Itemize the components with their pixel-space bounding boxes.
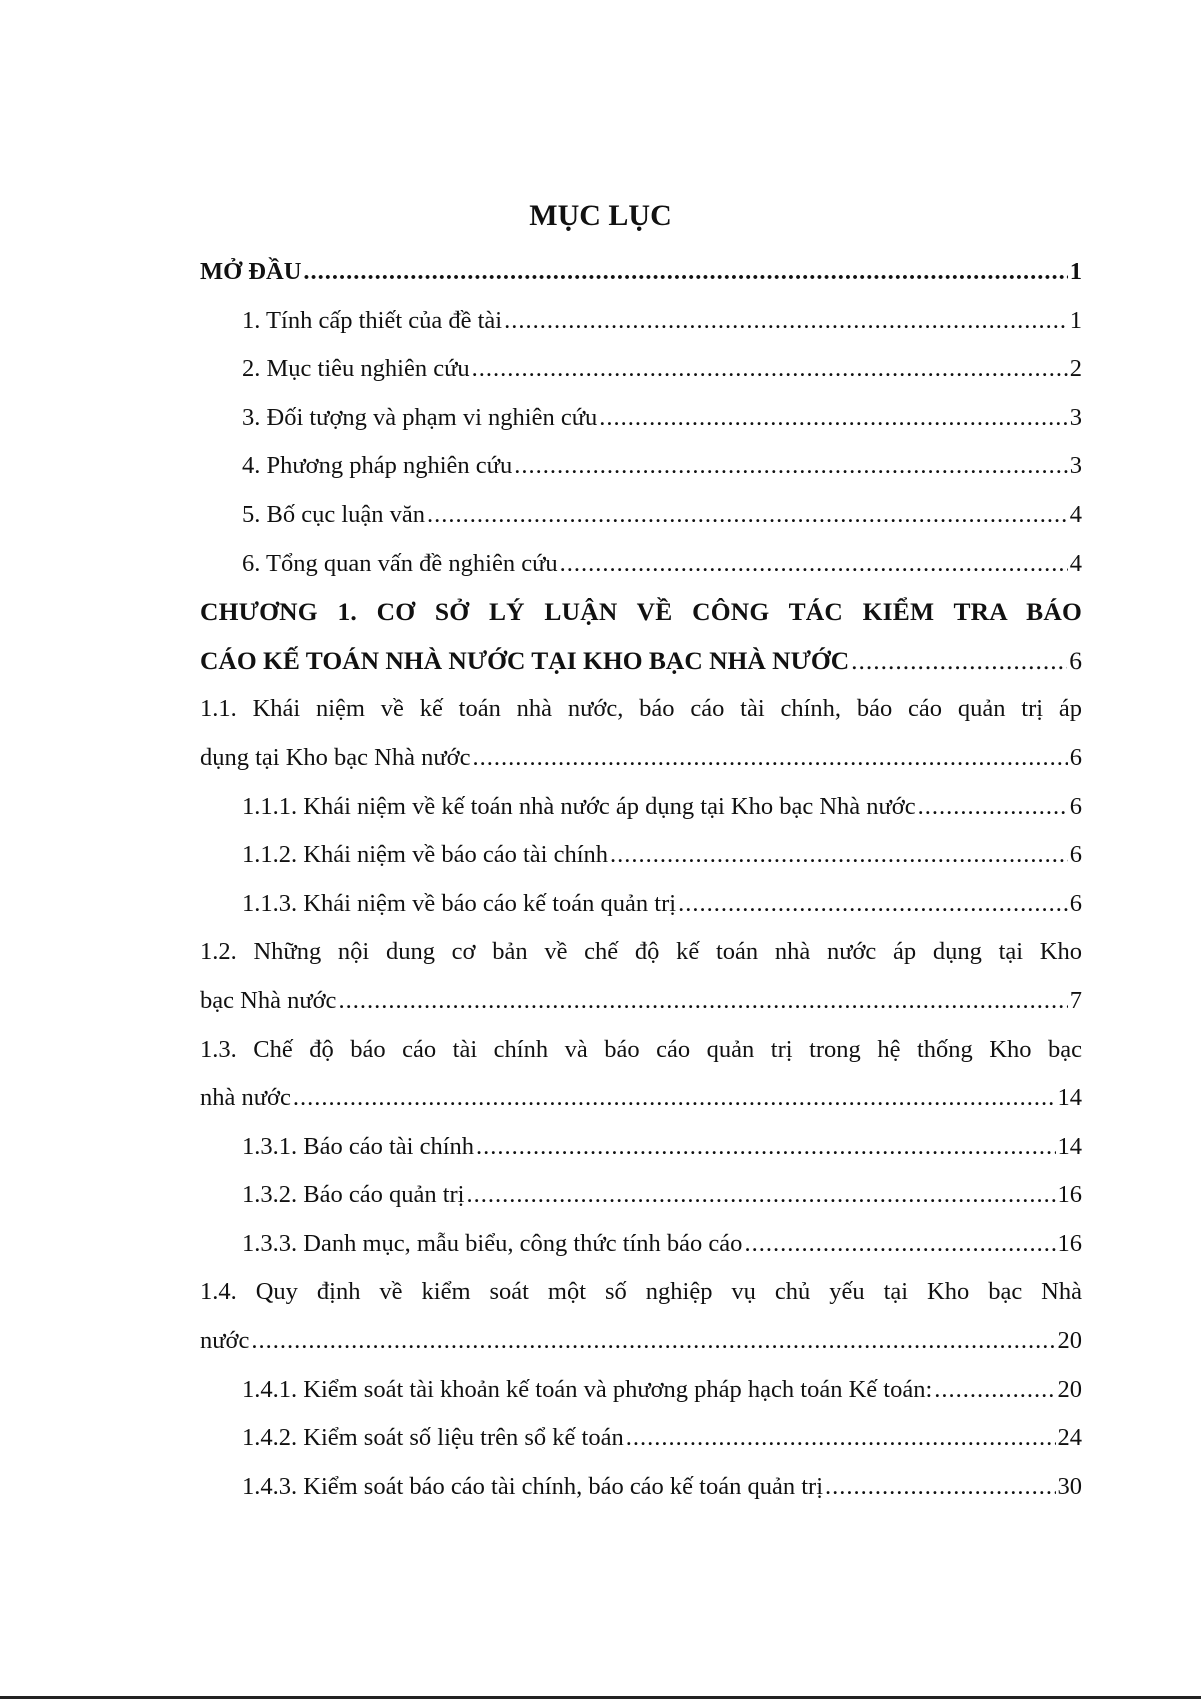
toc-entry[interactable] [200,491,1082,540]
toc-entry[interactable] [200,1220,1082,1269]
dot-leader [293,1074,1056,1123]
dot-leader [678,880,1068,929]
toc-entry[interactable] [200,1414,1082,1463]
toc-entry[interactable] [200,540,1082,589]
dot-leader [338,977,1067,1026]
dot-leader [560,540,1068,589]
toc-page-number: 6 [1069,792,1082,820]
toc-page-number: 6 [1069,889,1082,917]
toc-page-number: 4 [1069,500,1082,528]
toc-entry-text: 3. Đối tượng và phạm vi nghiên cứu [242,403,598,431]
toc-entry-text: MỞ ĐẦU [200,258,302,285]
toc-title: MỤC LỤC [529,199,672,232]
toc-page-number: 6 [1069,743,1082,771]
toc-page-number: 14 [1057,1084,1082,1112]
toc-entry-text: 1.2. Những nội dung cơ bản về chế độ kế toán nhà nước áp dụng tại Kho [200,938,1082,966]
toc-chapter-heading-line-1[interactable] [200,588,1082,637]
toc-entry-text: 6. Tổng quan vấn đề nghiên cứu [242,549,558,577]
toc-entry-text: 1.1.3. Khái niệm về báo cáo kế toán quản trị [242,889,677,917]
toc-entry[interactable] [200,1171,1082,1220]
toc-page-number: 24 [1057,1424,1082,1452]
toc-page-number: 2 [1069,355,1082,383]
toc-page-number: 3 [1069,452,1082,480]
toc-page-number: 7 [1069,986,1082,1014]
dot-leader [599,394,1068,443]
toc-entry[interactable] [200,1123,1082,1172]
toc-entry[interactable] [200,880,1082,929]
dot-leader [472,734,1067,783]
toc-page-number: 20 [1057,1327,1082,1355]
toc-page-number: 3 [1069,403,1082,431]
toc-entry-text: 1.4.2. Kiểm soát số liệu trên sổ kế toán [242,1424,624,1452]
toc-entry[interactable] [200,783,1082,832]
toc-section-line-1[interactable] [200,928,1082,977]
toc-entry[interactable] [200,831,1082,880]
toc-section-line-2[interactable] [200,1317,1082,1366]
toc-chapter-heading-line-2[interactable] [200,637,1082,686]
toc-page-number: 1 [1069,306,1082,334]
toc-entry-text: 1. Tính cấp thiết của đề tài [242,306,503,334]
toc-entry[interactable] [200,1463,1082,1512]
toc-entry-text: nhà nước [200,1084,291,1112]
toc-page-number: 20 [1057,1375,1082,1403]
dot-leader [427,491,1068,540]
toc-entry-text: 4. Phương pháp nghiên cứu [242,452,513,480]
toc-entry[interactable] [200,394,1082,443]
dot-leader [626,1414,1056,1463]
toc-section-line-1[interactable] [200,685,1082,734]
dot-leader [504,297,1068,346]
toc-entry[interactable] [200,442,1082,491]
toc-entry-text: CHƯƠNG 1. CƠ SỞ LÝ LUẬN VỀ CÔNG TÁC KIỂM TRA BÁO [200,597,1082,627]
toc-entry-text: 1.4.1. Kiểm soát tài khoản kế toán và phương pháp hạch toán Kế toán: [242,1375,933,1403]
toc-section-line-2[interactable] [200,977,1082,1026]
toc-page-number: 1 [1069,258,1082,285]
toc-entry-text: 1.4. Quy định về kiểm soát một số nghiệp vụ chủ yếu tại Kho bạc Nhà [200,1278,1082,1306]
toc-entry-text: 1.3.2. Báo cáo quản trị [242,1181,465,1209]
toc-page-number: 16 [1057,1229,1082,1257]
toc-section-line-1[interactable] [200,1026,1082,1075]
toc-entry-text: bạc Nhà nước [200,986,337,1014]
toc-entry-text: dụng tại Kho bạc Nhà nước [200,743,471,771]
dot-leader [476,1123,1055,1172]
toc-entry[interactable] [200,345,1082,394]
dot-leader [918,783,1068,832]
toc-entry-text: 5. Bố cục luận văn [242,500,426,528]
toc-entry-text: 1.1.2. Khái niệm về báo cáo tài chính [242,841,609,869]
dot-leader [851,637,1067,686]
toc-page-number: 6 [1069,841,1082,869]
toc-page-number: 4 [1069,549,1082,577]
dot-leader [610,831,1068,880]
toc-section-line-2[interactable] [200,734,1082,783]
toc-entry-text: 1.3. Chế độ báo cáo tài chính và báo cáo quản trị trong hệ thống Kho bạc [200,1035,1082,1063]
toc-entry[interactable] [200,1366,1082,1415]
toc-entry-text: 1.3.3. Danh mục, mẫu biểu, công thức tính báo cáo [242,1229,743,1257]
toc-page-number: 30 [1057,1472,1082,1500]
toc-section-line-2[interactable] [200,1074,1082,1123]
table-of-contents [200,248,1082,1511]
dot-leader [467,1171,1056,1220]
toc-entry-text: 1.1.1. Khái niệm về kế toán nhà nước áp dụng tại Kho bạc Nhà nước [242,792,916,820]
toc-entry-text: CÁO KẾ TOÁN NHÀ NƯỚC TẠI KHO BẠC NHÀ NƯỚC [200,645,850,675]
dot-leader [472,345,1068,394]
dot-leader [303,248,1067,297]
toc-entry[interactable] [200,297,1082,346]
toc-entry-text: 2. Mục tiêu nghiên cứu [242,355,470,383]
toc-entry-text: 1.4.3. Kiểm soát báo cáo tài chính, báo cáo kế toán quản trị [242,1472,824,1500]
toc-page-number: 16 [1057,1181,1082,1209]
dot-leader [934,1366,1055,1415]
dot-leader [825,1463,1055,1512]
toc-page-number: 6 [1069,645,1082,675]
dot-leader [514,442,1068,491]
dot-leader [744,1220,1055,1269]
toc-entry-text: 1.3.1. Báo cáo tài chính [242,1132,475,1160]
toc-entry[interactable] [200,248,1082,297]
toc-entry-text: 1.1. Khái niệm về kế toán nhà nước, báo cáo tài chính, báo cáo quản trị áp [200,695,1082,723]
toc-section-line-1[interactable] [200,1268,1082,1317]
dot-leader [251,1317,1055,1366]
toc-entry-text: nước [200,1327,250,1355]
toc-page-number: 14 [1057,1132,1082,1160]
